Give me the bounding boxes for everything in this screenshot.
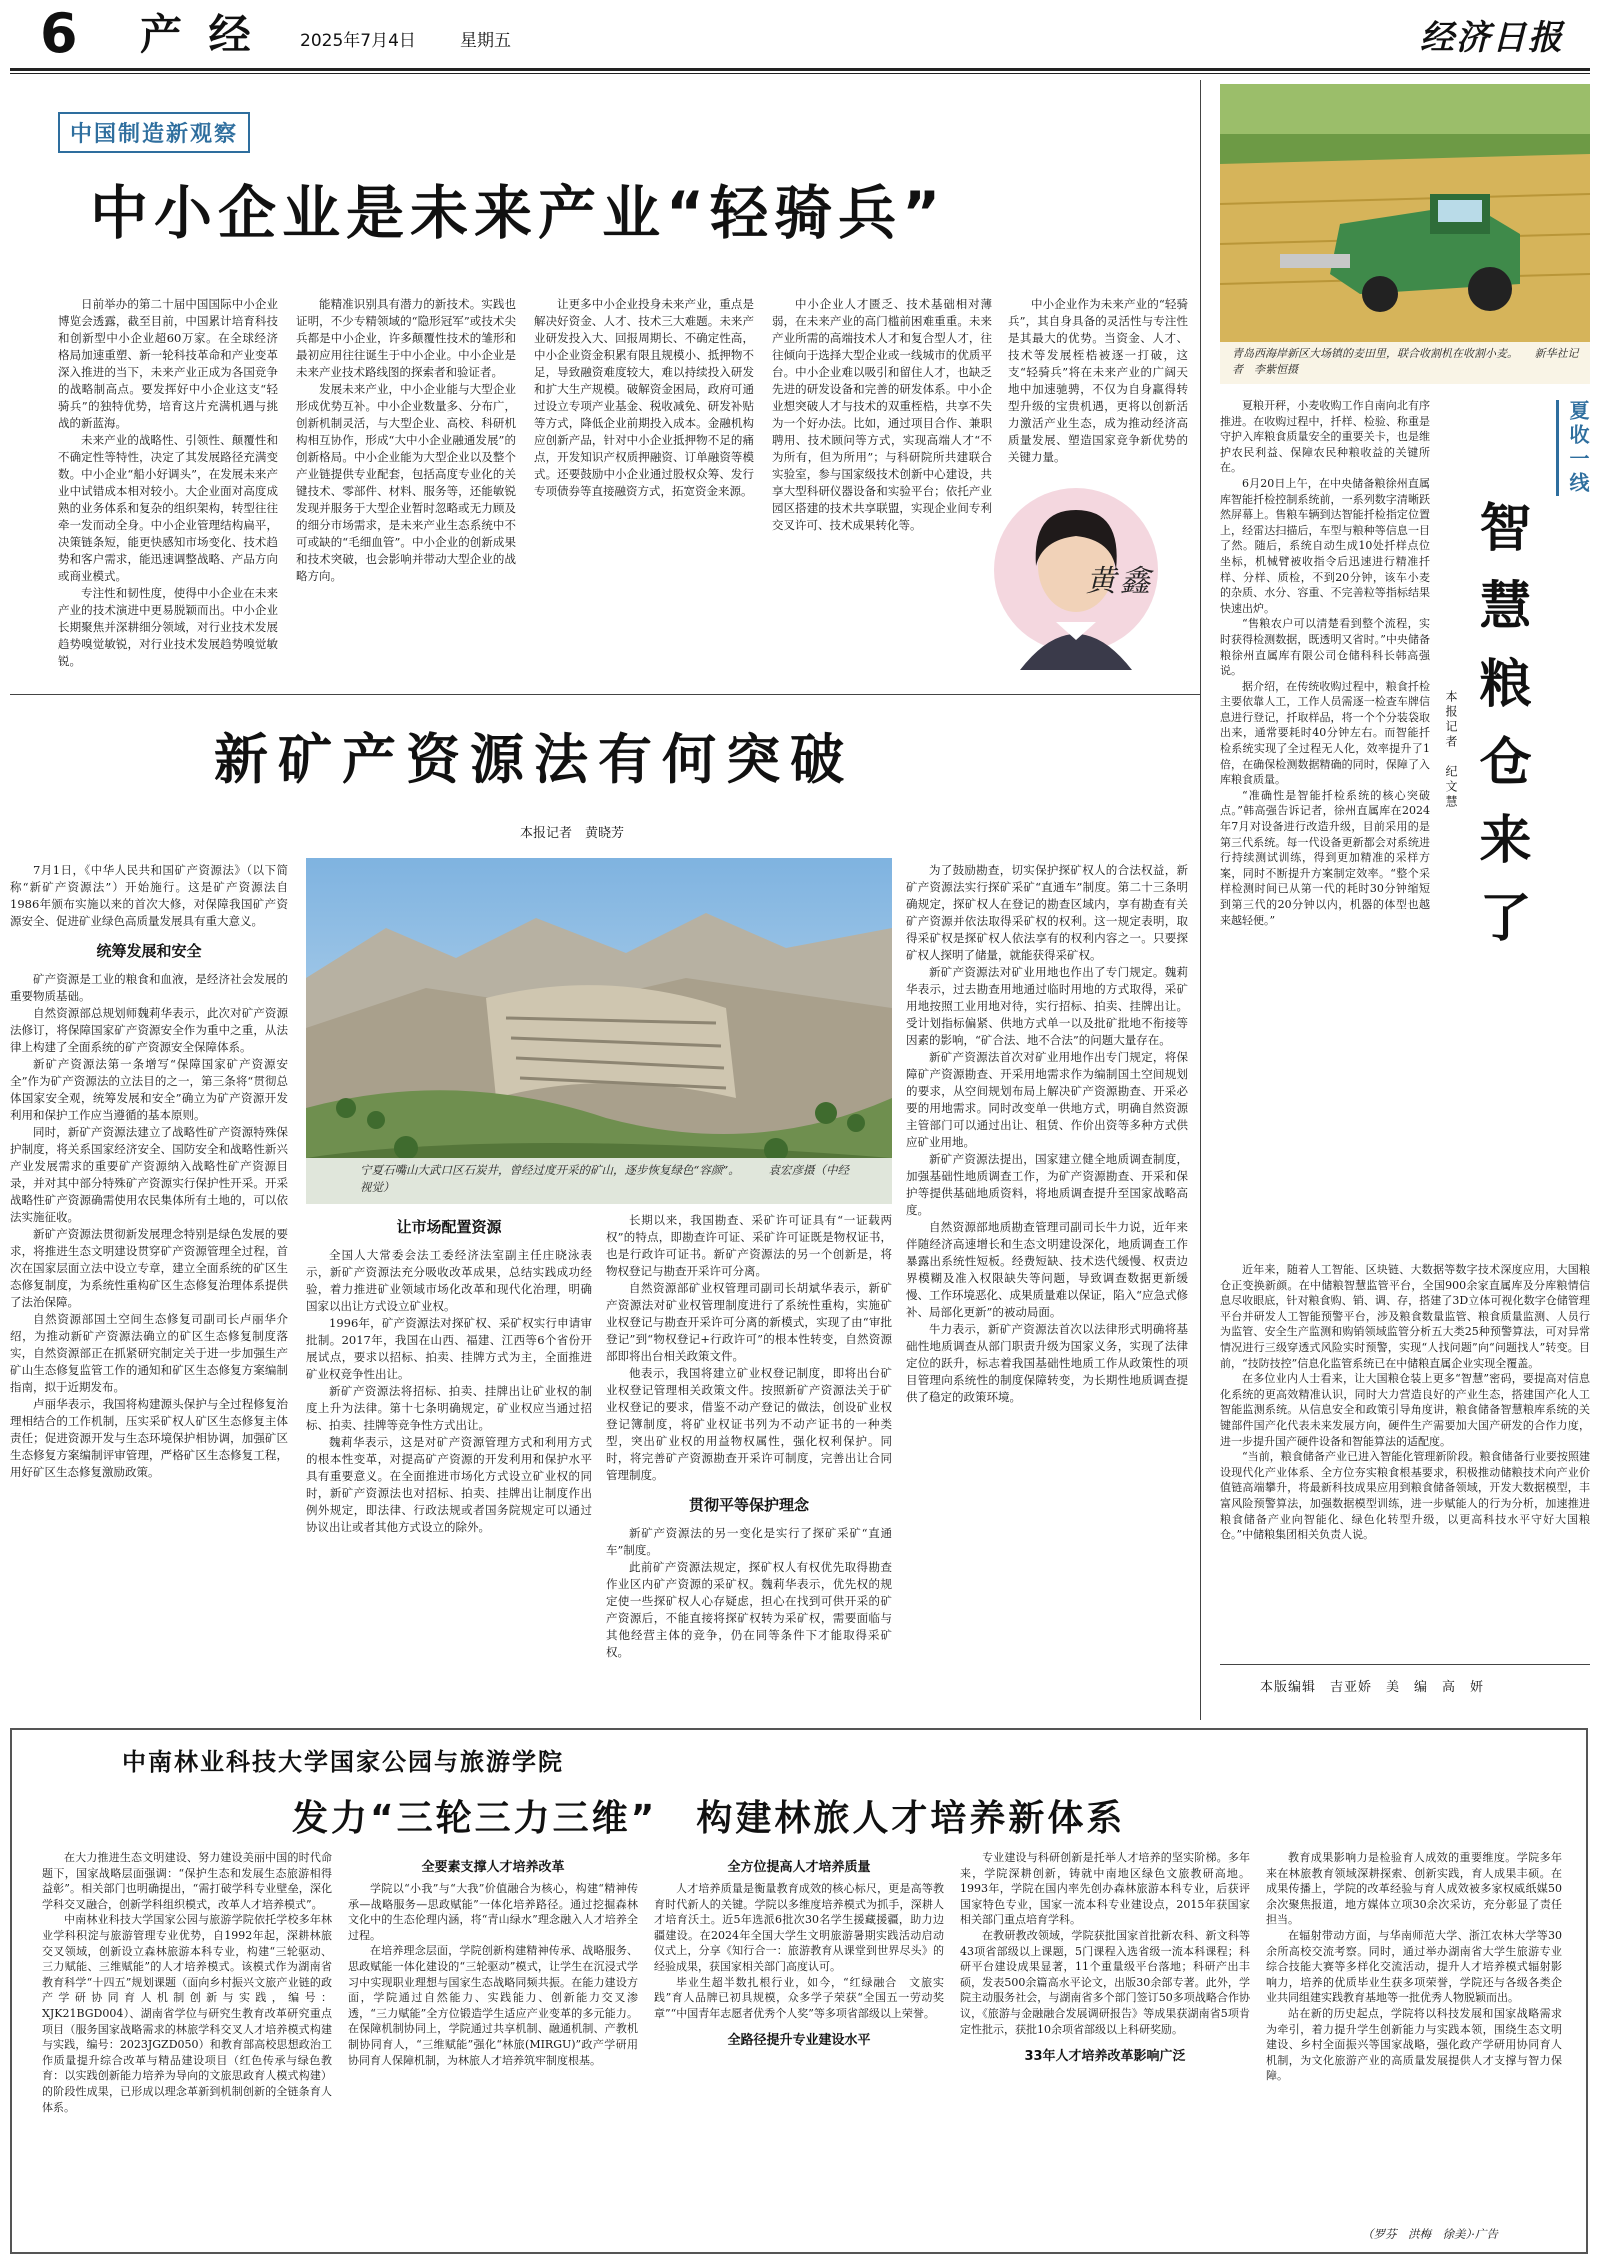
article2-subhead-2: 让市场配置资源 [396,1218,502,1236]
author-portrait [980,470,1190,680]
article1-para7: 中小企业人才匮乏、技术基础相对薄弱，在未来产业的高门槛前困难重重。未来产业所需的高端技术人才和复合型人才，往往倾向于选择大型企业或一线城市的优质平台。中小企业难以吸引和留住人才，也缺乏先进的研发设备和完善的研发体系。中小企业想突破人才与技术的双重桎梏，共享不失为一个好办法。比如，通过项目合作、兼职聘用、技术顾问等方式，实现高端人才“不为所有，但为所用”；与科研院所共建联合实验室，参与国家级技术创新中心建设，共享大型科研仪器设备和实验平台；依托产业园区搭建的技术共享联盟，实现企业间专利交叉许可、技术成果转化等。 [772,297,992,532]
article2-c1d: 同时，新矿产资源法建立了战略性矿产资源特殊保护制度，将关系国家经济安全、国防安全和战略性新兴产业发展需求的重要矿产资源纳入战略性矿产资源目录，并对其中部分特殊矿产资源实行保护性开采。开采战略性矿产资源确需使用农民集体所有土地的，可以依法实施征收。 [10,1125,288,1224]
article1-para1: 日前举办的第二十届中国国际中小企业博览会透露，截至目前，中国累计培育科技和创新型中小企业超60万家。在全球经济格局加速重塑、新一轮科技革命和产业变革深入推进的当下，未来产业正成为各国竞争的战略制高点。要发挥好中小企业这支“轻骑兵”的独特优势，培育这片充满机遇与挑战的新蓝海。 [58,297,278,430]
article2-c2c: 新矿产资源法将招标、拍卖、挂牌出让矿业权的制度上升为法律。第十七条明确规定，矿业权应当通过招标、拍卖、挂牌等竞争性方式出让。 [306,1384,592,1432]
article2-c2i: 此前矿产资源法规定，探矿权人有权优先取得勘查作业区内矿产资源的采矿权。魏莉华表示，优先权的规定使一些探矿权人心存疑虑，担心在找到可供开采的矿产资源后，不能直接将探矿权转为采矿权，需要面临与其他经营主体的竞争，仍在同等条件下才能取得采矿权。 [606,1560,892,1659]
article1-para3: 专注性和韧性度，使得中小企业在未来产业的技术演进中更易脱颖而出。中小企业长期聚焦并深耕细分领域，对行业技术发展趋势嗅觉敏锐，对行业技术发展趋势嗅觉敏锐。 [58,586,278,668]
article2-subhead-1: 统筹发展和安全 [96,942,202,960]
column-label: 中国制造新观察 [58,112,250,153]
header-rule-thin [10,73,1590,74]
article2-c3e: 自然资源部地质勘查管理司副司长牛力说，近年来伴随经济高速增长和生态文明建设深化，地质调查工作暴露出系统性短板。经费短缺、技术迭代缓慢、权责边界模糊及准入权限缺失等问题，导致调查数据更新缓慢、工作环境恶化、成果质量难以保证，陷入“应急式修补、局部化更新”的被动局面。 [906,1220,1188,1319]
header [0,0,1600,76]
masthead-logo: 经济日报 [1420,18,1564,58]
ad-col3 [654,1850,944,2250]
mine-photo [306,858,892,1204]
right-col-r3: “售粮农户可以清楚看到整个流程，实时获得检测数据，既透明又省时。”中央储备粮徐州直属库有限公司仓储科科长韩高强说。 [1220,617,1430,678]
ad-a8: 在教研教改领域，学院获批国家首批新农科、新文科等43项省部级以上课题，5门课程入选省级一流本科课程；科研平台建设成果显著，11个重量级平台落地；科研产出丰硕，发表500余篇高水平论文，出版30余部专著。此外，学院主动服务社会，与湖南省多个部门签订50多项战略合作协议，《旅游与金融融合发展调研报告》等成果获湖南省5项肯定性批示，获批10余项省部级以上科研奖励。 [960,1928,1250,2036]
ad-subhead-3: 全路径提升专业建设水平 [727,2033,871,2049]
article1-para4: 能精准识别具有潜力的新技术。实践也证明，不少专精领域的“隐形冠军”或技术尖兵都是中小企业，许多颠覆性技术的雏形和最初应用往往诞生于中小企业。中小企业是未来产业技术路线图的探索者和验证者。 [296,297,516,379]
article1-col2 [296,296,516,682]
issue-date: 2025年7月4日 [300,31,416,51]
ad-a2: 中南林业科技大学国家公园与旅游学院依托学校多年林业学科积淀与旅游管理专业优势，自1992年起，深耕林旅交叉领域，创新设立森林旅游本科专业，构建“三轮驱动、三力赋能、三维赋能”的人才培养模式。该模式作为湖南省教育科学“十四五”规划课题（面向乡村振兴文旅产业链的政产学研协同育人机制创新与实践，编号：XJK21BGD004）、湖南省学位与研究生教育改革研究重点项目（服务国家战略需求的林旅学科交叉人才培养模式构建与实践，编号：2023JGZD050）和教育部高校思想政治工作质量提升综合改革与精品建设项目（红色传承与绿色教育：以实践创新能力培养为导向的文旅思政育人模式构建）的阶段性成果，已形成以理念革新到机制创新的全链条育人体系。 [42,1913,332,2114]
article1-col5 [1008,296,1188,466]
article1-para8: 中小企业作为未来产业的“轻骑兵”，其自身具备的灵活性与专注性是其最大的优势。当资金、人才、技术等发展桎梏被逐一打破，这支“轻骑兵”将在未来产业的广阔天地中加速驰骋，不仅为自身赢得转型升级的宝贵机遇，更将以创新活力激活产业生态，成为推动经济高质量发展、塑造国家竞争新优势的关键力量。 [1008,297,1188,464]
ad-a5: 人才培养质量是衡量教育成效的核心标尺，更是高等教育时代新人的关键。学院以多维度培养模式为抓手，深耕人才培育沃土。近5年选派6批次30名学生援藏援疆，助力边疆建设。在2024年全国大学生文明旅游暑期实践活动启动仪式上，分享《知行合一：旅游教育从课堂到世界尽头》的经验成果，获国家相关部门高度认可。 [654,1882,944,1973]
wheat-photo [1220,84,1590,384]
article2-c1b: 自然资源部总规划师魏莉华表示，此次对矿产资源法修订，将保障国家矿产资源安全作为重中之重，从法律上构建了全面系统的矿产资源安全保障体系。 [10,1006,288,1054]
editors-rule [1220,1664,1590,1665]
ad-a3: 学院以“小我”与“大我”价值融合为核心，构建“精神传承—战略服务—思政赋能”一体化培养路径。通过挖掘森林文化中的生态伦理内涵，将“青山绿水”理念融入人才培养全过程。 [348,1882,638,1942]
article2-c3d: 新矿产资源法提出，国家建立健全地质调查制度，加强基础性地质调查工作，为矿产资源勘查、开采和保护等提供基础地质资料，将地质调查提升至国家战略高度。 [906,1152,1188,1217]
section-name: 产 经 [140,10,257,59]
right-col-r4: 据介绍，在传统收购过程中，粮食扦检主要依靠人工，工作人员需逐一检查车牌信息进行登记，扦取样品，将一个个分装袋取出来，通常要耗时40分钟左右。而智能扦检系统实现了全过程无人化，效率提升了1倍，在确保检测数据精确的同时，保障了入库粮食质量。 [1220,679,1430,787]
right-column-rule [1200,80,1201,1720]
ad-col2 [348,1850,638,2250]
article2-c1a: 矿产资源是工业的粮食和血液，是经济社会发展的重要物质基础。 [10,972,288,1003]
article1-col3 [534,296,754,682]
article2-c2g: 他表示，我国将建立矿业权登记制度，即将出台矿业权登记管理相关政策文件。按照新矿产资源法关于矿业权登记的要求，借鉴不动产登记的做法，创设矿业权登记簿制度，将矿业权证书列为不动产证书的一种类型，突出矿业权的用益物权属性，强化权利保护。同时，将完善矿产资源勘查开采许可制度，完善出让合同管理制度。 [606,1366,892,1482]
ad-subhead-1: 全要素支撑人才培养改革 [421,1860,565,1875]
article2-c3c: 新矿产资源法首次对矿业用地作出专门规定，将保障矿产资源勘查、开采用地需求作为编制国土空间规划的要求，从空间规划布局上解决矿产资源勘查、开采必要的用地需求。同时改变单一供地方式，明确自然资源主管部门可以通过出让、租赁、作价出资等多种方式供应矿业用地。 [906,1050,1188,1149]
article1-para6: 让更多中小企业投身未来产业，重点是解决好资金、人才、技术三大难题。未来产业研发投入大、回报周期长、不确定性高，中小企业资金积累有限且规模小、抵押物不足，导致融资难度较大，难以持续投入研发和扩大生产规模。破解资金困局，政府可通过设立专项产业基金、税收减免、研发补贴等方式，降低企业前期投入成本。金融机构应创新产品，针对中小企业抵押物不足的痛点，开发知识产权质押融资、订单融资等模式。还要鼓励中小企业通过股权众筹、发行专项债券等直接融资方式，拓宽资金来源。 [534,297,754,498]
article2-col3 [606,1212,892,1722]
right-col-text1 [1220,398,1430,1258]
article2-c1f: 自然资源部国土空间生态修复司副司长卢丽华介绍，为推动新矿产资源法确立的矿区生态修复制度落实，自然资源部正在抓紧研究制定关于进一步加强生产矿山生态修复监管工作的通知和矿区生态修复方案编制指南，拟于近期发布。 [10,1312,288,1394]
wheat-photo-caption: 青岛西海岸新区大场镇的麦田里，联合收割机在收割小麦。 新华社记者 李紫恒摄 [1232,347,1579,376]
page-number: 6 [40,2,78,65]
ad-footer: （罗芬 洪梅 徐美）·广告 [1362,2227,1498,2241]
ad-a4: 在培养理念层面，学院创新构建精神传承、战略服务、思政赋能一体化建设的“三轮驱动”模式，让学生在沉浸式学习中实现职业理想与国家生态战略同频共振。在能力建设方面，学院通过自然能力、实践能力、创新能力交叉渗透，“三力赋能”全方位锻造学生适应产业变革的多元能力。在保障机制协同上，学院通过共享机制、融通机制、产教机制协同育人，“三维赋能”强化“林旅(MIRGU)”政产学研用协同育人保障机制，为林旅人才培养筑牢制度根基。 [348,1944,638,2067]
article1-title: 中小企业是未来产业“轻骑兵” [90,179,947,247]
right-col-r1: 夏粮开秤，小麦收购工作自南向北有序推进。在收购过程中，扦样、检验、称重是守护入库粮食质量安全的重要关卡，也是维护农民利益、保障农民种粮收益的关键所在。 [1220,399,1430,475]
ad-col5 [1266,1850,1562,2230]
ad-a1: 在大力推进生态文明建设、努力建设美丽中国的时代命题下，国家战略层面强调：“保护生态和发展生态旅游相得益彰”。相关部门也明确提出，“需打破学科专业壁垒，深化学科交叉融合，创新学科组织模式，改革人才培养模式”。 [42,1851,332,1911]
article1-col1 [58,296,278,682]
article2-title: 新矿产资源法有何突破 [214,727,854,791]
article2-c2a: 全国人大常委会法工委经济法室副主任庄晓泳表示，新矿产资源法充分吸收改革成果，总结实践成功经验，着力推进矿业领域市场化改革和现代化治理，明确国家以出让方式设立矿业权。 [306,1248,592,1313]
ad-a11: 站在新的历史起点，学院将以科技发展和国家战略需求为牵引，着力提升学生创新能力与实践本领，围绕生态文明建设、乡村全面振兴等国家战略，强化政产学研用协同育人机制，为文化旅游产业的高质量发展提供人才支撑与智力保障。 [1266,2006,1562,2083]
right-col-tag: 夏收一线 [1556,400,1593,496]
article2-subhead-3: 贯彻平等保护理念 [688,1496,809,1514]
article2-col1 [10,862,288,1722]
right-col-r6: 近年来，随着人工智能、区块链、大数据等数字技术深度应用，大国粮仓正变换新颜。在中储粮智慧监管平台，全国900余家直属库及分库粮情信息尽收眼底，针对粮食购、销、调、存，搭建了3D立体可视化数字仓储管理平台并研发人工智能预警平台，涉及粮食数量监管、粮食质量监测、人员行为监管、安全生产监测和购销领域监管分析五大类25种预警算法，可对异常情况进行三级穿透式风险实时预警，实现“人找问题”向“问题找人”转变。目前，“技防技控”信息化监管系统已在中储粮直属企业实现全覆盖。 [1220,1263,1590,1370]
page-editors: 本版编辑 吉亚娇 美 编 高 妍 [1260,1680,1485,1695]
article2-byline: 本报记者 黄晓芳 [520,826,625,841]
article2-c3a: 为了鼓励勘查，切实保护探矿权人的合法权益，新矿产资源法实行探矿采矿“直通车”制度。第二十三条明确规定，探矿权人在登记的勘查区域内，享有勘查有关矿产资源并依法取得采矿权的权利。这一规定表明，取得采矿权是探矿权人依法享有的权利内容之一。只要探矿权人探明了储量，就能获得采矿权。 [906,863,1188,962]
article1-para5: 发展未来产业，中小企业能与大型企业形成优势互补。中小企业数量多、分布广，创新机制灵活，与大型企业、高校、科研机构相互协作，形成“大中小企业融通发展”的创新格局。中小企业能为大型企业以及整个产业链提供专业配套，包括高度专业化的关键技术、零部件、材料、服务等，还能敏锐发现并服务于大型企业暂时忽略或无力顾及的细分市场需求，是未来产业生态系统中不可或缺的“毛细血管”。中小企业的创新成果和技术突破，也会影响并带动大型企业的战略方向。 [296,382,516,583]
mine-photo-caption: 宁夏石嘴山大武口区石炭井，曾经过度开采的矿山，逐步恢复绿色“容颜”。 袁宏彦摄（中经视觉） [360,1163,850,1194]
ad-a9: 教育成果影响力是检验育人成效的重要维度。学院多年来在林旅教育领域深耕探索、创新实践，育人成果丰硕。在成果传播上，学院的改革经验与育人成效被多家权威纸媒50余次聚焦报道，地方媒体立项30余次采访，充分彰显了责任担当。 [1266,1851,1562,1927]
article2-col2 [306,1212,592,1722]
ad-institution: 中南林业科技大学国家公园与旅游学院 [122,1747,564,1776]
issue-weekday: 星期五 [460,31,511,51]
article2-c2e: 长期以来，我国勘查、采矿许可证具有“一证载两权”的特点，即勘查许可证、采矿许可证既是物权证书，也是行政许可证书。新矿产资源法的另一个创新是，将物权登记与勘查开采许可分离。 [606,1213,892,1278]
article2-c2h: 新矿产资源法的另一变化是实行了探矿采矿“直通车”制度。 [606,1526,892,1557]
article2-lead: 7月1日，《中华人民共和国矿产资源法》（以下简称“新矿产资源法”）开始施行。这是矿产资源法自1986年颁布实施以来的首次大修，对保障我国矿产资源安全、促进矿业绿色高质量发展具有重大意义。 [10,863,288,928]
article2-c3b: 新矿产资源法对矿业用地也作出了专门规定。魏莉华表示，过去勘查用地通过临时用地的方式取得，采矿用地按照工业用地对待，实行招标、拍卖、挂牌出让。受计划指标偏紧、供地方式单一以及批矿批地不衔接等因素的影响，“矿合法、地不合法”的问题大量存在。 [906,965,1188,1047]
ad-subhead-2: 全方位提高人才培养质量 [727,1860,871,1875]
right-col-r8: “当前，粮食储备产业已进入智能化管理新阶段。粮食储备行业要按照建设现代化产业体系、全方位夯实粮食根基要求，积极推动储粮技术向产业价值链高端攀升，将最新科技成果应用到粮食储备领域，开发大数据模型，丰富风险预警算法，加强数据模型训练，进一步赋能人的行为分析，加速推进粮食储备产业向智能化、绿色化转型升级，以更高科技水平守好大国粮仓。”中储粮集团相关负责人说。 [1220,1450,1590,1542]
article2-c1c: 新矿产资源法第一条增写“保障国家矿产资源安全”作为矿产资源法的立法目的之一，第三条将“贯彻总体国家安全观，统筹发展和安全”确立为矿产资源开发利用和保护工作应当遵循的基本原则。 [10,1057,288,1122]
right-col-text2 [1220,1262,1590,1662]
right-col-title: 智慧粮仓来了 [1470,500,1530,968]
right-col-r2: 6月20日上午，在中央储备粮徐州直属库智能扦检控制系统前，一系列数字清晰跃然屏幕上。售粮车辆到达智能扦检指定位置上，经雷达扫描后，车型与粮种等信息一目了然。随后，系统自动生成10处扦样点位坐标，机械臂被收指令后迅速进行精准扦样、分样、质检，不到20分钟，该车小麦的杂质、水分、容重、不完善粒等指标结果快速出炉。 [1220,476,1430,615]
article2-c1e: 新矿产资源法贯彻新发展理念特别是绿色发展的要求，将推进生态文明建设贯穿矿产资源管理全过程，首次在国家层面立法中设立专章，建立全面系统的矿区生态修复制度，为系统性重构矿区生态修复治理体系提供了法治保障。 [10,1227,288,1309]
article2-c1g: 卢丽华表示，我国将构建源头保护与全过程修复治理相结合的工作机制，压实采矿权人矿区生态修复主体责任；促进资源开发与生态环境保护相协调，加强矿区生态修复方案编制评审管理，严格矿区生态修复工程，用好矿区生态修复激励政策。 [10,1397,288,1479]
ad-frame [10,1728,1588,2254]
article2-c3f: 牛力表示，新矿产资源法首次以法律形式明确将基础性地质调查从部门职责升级为国家义务，实现了法律定位的跃升，标志着我国基础性地质工作从政策性的项目管理向系统性的制度保障转变，为长期性地质调查提供了稳定的政策环境。 [906,1322,1188,1404]
article2-col4 [906,862,1188,1722]
ad-a6: 毕业生超半数扎根行业，如今，“红绿融合 文旅实践”育人品牌已初具规模，众多学子荣获“全国五一劳动奖章”“中国青年志愿者优秀个人奖”等多项省部级以上荣誉。 [654,1975,944,2020]
ad-a10: 在辐射带动方面，与华南师范大学、浙江农林大学等30余所高校交流考察。同时，通过举办湖南省大学生旅游专业综合技能大赛等多样化交流活动，提升人才培养模式辐射影响力，培养的优质毕业生获多项荣誉，学院还与各级各类企业共同组建实践教育基地等一批优秀人物脱颖而出。 [1266,1928,1562,2005]
ad-col4 [960,1850,1250,2250]
ad-title: 发力“三轮三力三维” 构建林旅人才培养新体系 [292,1798,1126,1839]
article2-c2f: 自然资源部矿业权管理司副司长胡斌华表示，新矿产资源法对矿业权管理制度进行了系统性重构，实施矿业权登记与勘查开采许可分离的新模式，实现了由“审批登记”到“物权登记+行政许可”的根本性转变，自然资源部即将出台相关政策文件。 [606,1281,892,1363]
author-signature: 黄鑫 [1086,564,1154,599]
right-col-byline: 本报记者 纪文慧 [1444,690,1458,810]
article1-para2: 未来产业的战略性、引领性、颠覆性和不确定性等特性，决定了其发展路径充满变数。中小企业“船小好调头”，在发展未来产业中试错成本相对较小。大企业面对高度成熟的业务体系和复杂的组织架构，转型往往牵一发而动全身。中小企业管理结构扁平，决策链条短，能更快感知市场变化、技术趋势和客户需求，能迅速调整战略、产品方向或商业模式。 [58,433,278,583]
ad-col1 [42,1850,332,2250]
article2-c2d: 魏莉华表示，这是对矿产资源管理方式和利用方式的根本性变革，对提高矿产资源的开发利用和保护水平具有重要意义。在全面推进市场化方式设立矿业权的同时，新矿产资源法也对招标、拍卖、挂牌出让制度作出例外规定，即法律、行政法规或者国务院规定可以通过协议出让或者其他方式设立的除外。 [306,1435,592,1534]
right-col-r7: 在多位业内人士看来，让大国粮仓装上更多“智慧”密码，要提高对信息化系统的更高效精准认识，同时大力营造良好的产业生态，搭建国产化人工智能监测系统。从信息安全和政策引导角度讲，粮食储备智慧粮库系统的关键部件国产化代表未来发展方向，硬件生产需要加大国产研发的合作力度，进一步提升国产硬件设备和智能算法的适配度。 [1220,1372,1590,1448]
article2-c2b: 1996年，矿产资源法对探矿权、采矿权实行申请审批制。2017年，我国在山西、福建、江西等6个省份开展试点，要求以招标、拍卖、挂牌方式为主，全面推进矿业权竞争性出让。 [306,1316,592,1381]
right-col-r5: “准确性是智能扦检系统的核心突破点。”韩高强告诉记者，徐州直属库在2024年7月对设备进行改造升级，目前采用的是第三代系统。每一代设备更新都会对系统进行持续测试训练，得到更加精准的采样方案，同时不断提升方案制定效率。“整个采样检测时间已从第一代的耗时30分钟缩短到第三代的20分钟以内，机器的体型也越来越轻便。” [1220,788,1430,927]
article1-col4 [772,296,992,682]
ad-subhead-4: 33年人才培养改革影响广泛 [1024,2049,1186,2065]
article1-bottom-rule [10,694,1200,695]
ad-a7: 专业建设与科研创新是托举人才培养的坚实阶梯。多年来，学院深耕创新，铸就中南地区绿色文旅教研高地。1993年，学院在国内率先创办森林旅游本科专业，后获评国家特色专业，国家一流本科专业建设点，2015年获国家相关部门重点培育学科。 [960,1851,1250,1927]
header-rule [10,68,1590,71]
